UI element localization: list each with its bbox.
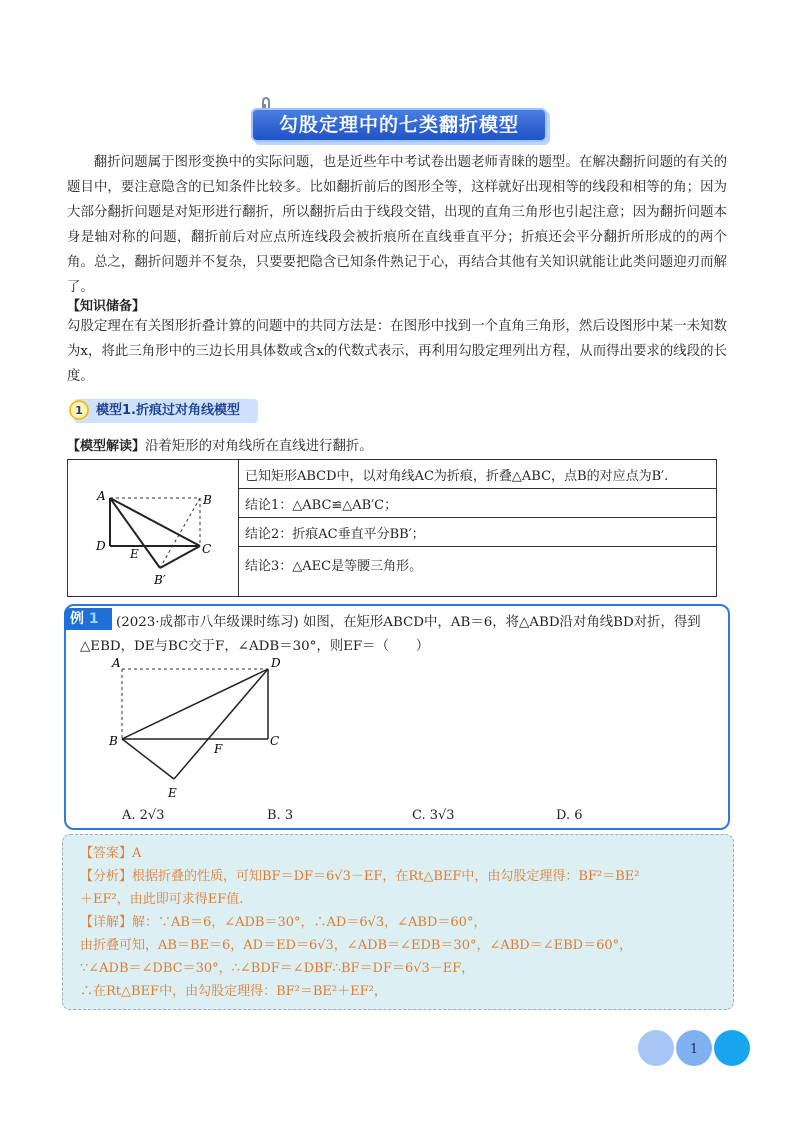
model-row-conclusion-1: 结论1：△ABC≌△AB′C； <box>239 489 717 518</box>
detail-line4: ∴在Rt△BEF中，由勾股定理得：BF²＝BE²＋EF²， <box>80 984 387 999</box>
detail-line1: 【详解】解：∵AB＝6，∠ADB＝30°，∴AD＝6√3，∠ABD＝60°， <box>80 915 487 930</box>
option-d[interactable]: D. 6 <box>556 808 583 823</box>
model-row-conclusion-3: 结论3：△AEC是等腰三角形。 <box>239 547 717 597</box>
star-number-icon <box>68 399 90 421</box>
option-c[interactable]: C. 3√3 <box>412 808 455 823</box>
model-label-a: A <box>97 489 106 503</box>
model-label-d: D <box>96 539 106 553</box>
model-label-c: C <box>202 542 212 556</box>
example-label-f: F <box>214 742 223 756</box>
model-figure <box>68 460 238 592</box>
detail-line2: 由折叠可知，AB＝BE＝6，AD＝ED＝6√3，∠ADB＝∠EDB＝30°，∠ABD＝∠EBD＝60°， <box>80 938 633 953</box>
example-label-e: E <box>168 786 177 800</box>
example-tag <box>64 608 112 630</box>
model-interp <box>67 435 373 454</box>
example-tag-label: 例 <box>70 611 84 627</box>
intro-paragraph: 翻折问题属于图形变换中的实际问题，也是近些年中考试卷出题老师青睐的题型。在解决翻折问题的有关的题目中，要注意隐含的已知条件比较多。比如翻折前后的图形全等，这样就好出现相等的线段和相等的角；因为大部分翻折问题是对矩形进行翻折，所以翻折后由于线段交错，出现的直角三角形也引起注意；因为翻折问题本身是轴对称的问题，翻折前后对应点所连线段会被折痕所在直线垂直平分；折痕还会平分翻折所形成的的两个角。总之，翻折问题并不复杂，只要要把隐含已知条件熟记于心，再结合其他有关知识就能让此类问题迎刃而解了。 <box>67 155 727 295</box>
page-number-badge <box>638 1030 750 1066</box>
option-b[interactable]: B. 3 <box>267 808 294 823</box>
knowledge-heading: 【知识储备】 <box>67 299 146 314</box>
model-label-e: E <box>130 547 139 561</box>
example-label-d: D <box>271 656 281 670</box>
model-badge-num: 1 <box>75 404 83 417</box>
example-question-line2: △EBD，DE与BC交于F，∠ADB＝30°，则EF＝（ ） <box>80 639 430 654</box>
answer-line: 【答案】A <box>80 846 142 861</box>
analysis-line2: ＋EF²，由此即可求得EF值. <box>80 892 244 907</box>
example-figure <box>100 655 300 803</box>
example-question-line1: (2023·成都市八年级课时练习) 如图，在矩形ABCD中，AB＝6，将△ABD沿对角线BD对折，得到 <box>116 615 701 630</box>
option-a[interactable]: A. 2√3 <box>122 808 165 823</box>
detail-line3: ∵∠ADB＝∠DBC＝30°，∴∠BDF＝∠DBF∴BF＝DF＝6√3－EF， <box>80 961 475 976</box>
model-figure-cell <box>68 460 239 597</box>
example-label-b: B <box>109 734 118 748</box>
model-table <box>67 459 717 597</box>
analysis-line1: 【分析】根据折叠的性质，可知BF＝DF＝6√3－EF，在Rt△BEF中，由勾股定理得：BF²＝BE² <box>80 869 640 884</box>
model-row-conclusion-2: 结论2：折痕AC垂直平分BB′； <box>239 518 717 547</box>
example-label-a: A <box>112 656 121 670</box>
model-label-b: B <box>203 493 212 507</box>
model-label-b-prime: B′ <box>154 573 166 587</box>
model-row-given: 已知矩形ABCD中，以对角线AC为折痕，折叠△ABC，点B的对应点为B′. <box>239 460 717 489</box>
model-interp-text: 沿着矩形的对角线所在直线进行翻折。 <box>145 439 373 454</box>
model-badge: 模型1.折痕过对角线模型 <box>74 399 258 423</box>
page-number: 1 <box>689 1042 699 1057</box>
example-tag-number: 1 <box>88 611 99 627</box>
page-title: 勾股定理中的七类翻折模型 <box>251 108 547 142</box>
example-label-c: C <box>270 734 280 748</box>
model-interp-heading: 【模型解读】 <box>67 439 146 454</box>
knowledge-text: 勾股定理在有关图形折叠计算的问题中的共同方法是：在图形中找到一个直角三角形，然后设图形中某一未知数为x，将此三角形中的三边长用具体数或含x的代数式表示，再利用勾股定理列出方程，从而得出要求的线段的长度。 <box>67 319 727 384</box>
